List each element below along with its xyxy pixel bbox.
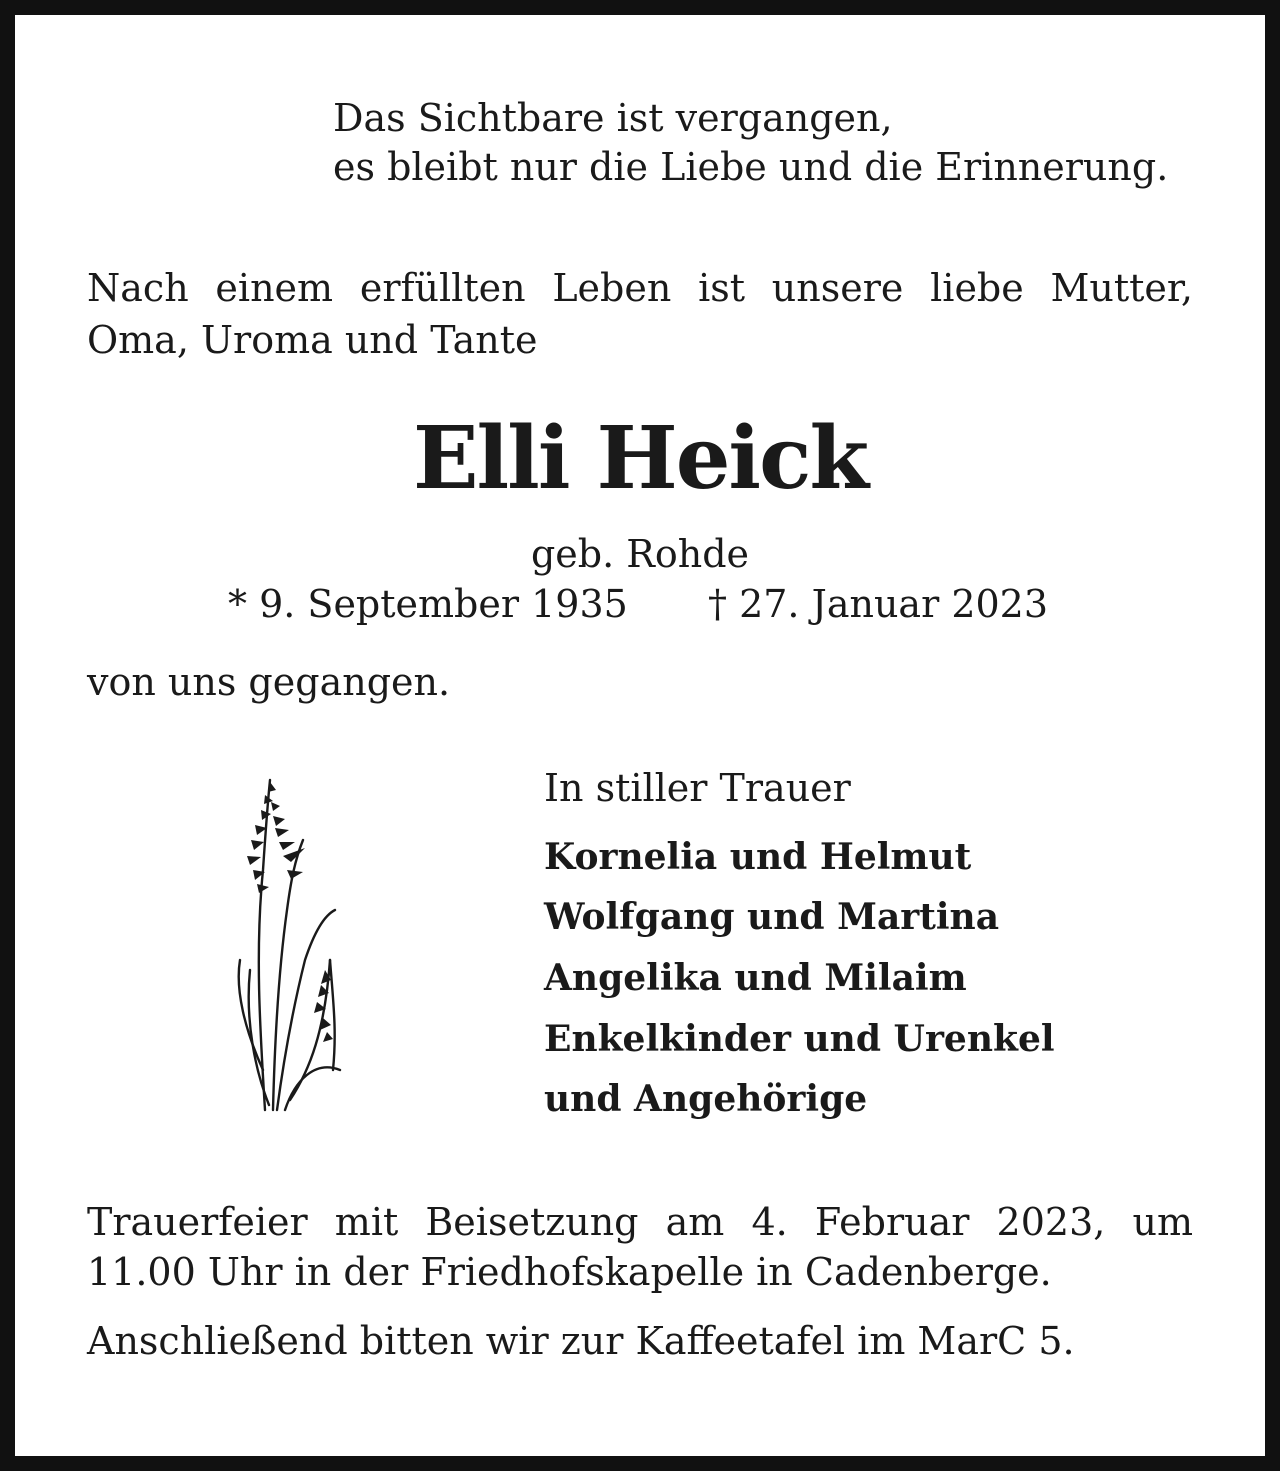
mourner-name: Kornelia und Helmut [544, 836, 972, 878]
mourner-name: Angelika und Milaim [544, 957, 967, 999]
deceased-name: Elli Heick [412, 408, 868, 509]
birth-date: * 9. September 1935 [228, 582, 628, 626]
intro-line-1: Nach einem erfüllten Leben ist unsere liebe Mutter, [87, 266, 1193, 310]
mourner-name: Wolfgang und Martina [544, 896, 1000, 938]
intro-line-2: Oma, Uroma und Tante [87, 318, 538, 362]
motto-line-1: Das Sichtbare ist vergangen, [333, 96, 893, 140]
grass-icon [225, 770, 355, 1120]
mourner-name: und Angehörige [544, 1078, 868, 1120]
funeral-line-1: Trauerfeier mit Beisetzung am 4. Februar 2023, um [87, 1200, 1193, 1244]
mourner-name: Enkelkinder und Urenkel [544, 1018, 1055, 1060]
reception-text: Anschließend bitten wir zur Kaffeetafel im MarC 5. [87, 1319, 1075, 1363]
closing-text: von uns gegangen. [87, 660, 451, 704]
mourners-heading: In stiller Trauer [544, 766, 851, 810]
maiden-name: geb. Rohde [530, 532, 750, 576]
death-date: † 27. Januar 2023 [708, 582, 1049, 626]
motto-line-2: es bleibt nur die Liebe und die Erinnerung. [333, 145, 1169, 189]
funeral-line-2: 11.00 Uhr in der Friedhofskapelle in Cadenberge. [87, 1250, 1052, 1294]
